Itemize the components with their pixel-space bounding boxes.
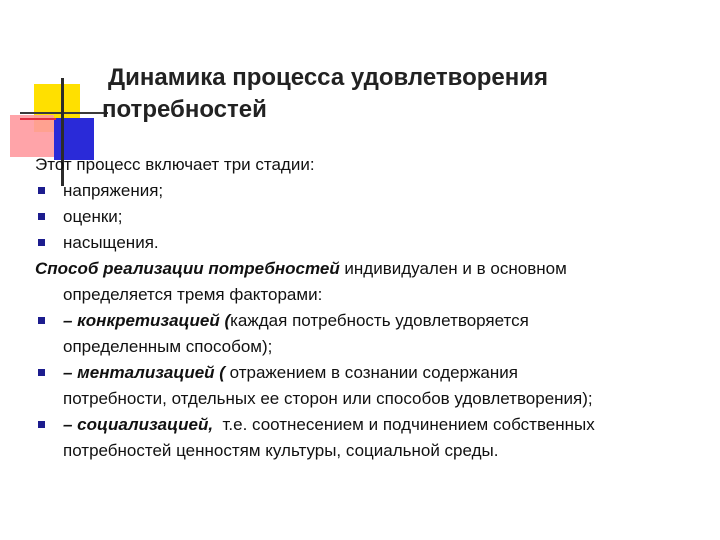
factor-term: – ментализацией ( — [63, 363, 225, 382]
bullet-icon — [38, 317, 45, 324]
method-text-line2: определяется тремя факторами: — [63, 285, 323, 304]
list-item — [35, 204, 705, 230]
decor-pink-square — [10, 115, 54, 157]
bullet-icon — [38, 187, 45, 194]
stage-text: насыщения. — [63, 233, 159, 252]
list-item — [35, 360, 705, 412]
factor-text-line2: потребностей ценностям культуры, социальной среды. — [63, 441, 499, 460]
factor-text: т.е. соотнесением и подчинением собственных — [213, 415, 595, 434]
bullet-icon — [38, 369, 45, 376]
list-item — [35, 178, 705, 204]
decor-red-line — [20, 118, 56, 120]
factor-text: каждая потребность удовлетворяется — [230, 311, 529, 330]
slide-body — [35, 152, 705, 464]
factor-text-line2: определенным способом); — [63, 337, 273, 356]
bullet-icon — [38, 421, 45, 428]
title-line-1: Динамика процесса удовлетворения — [108, 64, 548, 91]
list-item — [35, 412, 705, 464]
stage-text: напряжения; — [63, 181, 164, 200]
factor-term: – конкретизацией ( — [63, 311, 231, 330]
title-line-2: потребностей — [102, 96, 267, 123]
method-heading: Способ реализации потребностей — [35, 259, 340, 278]
slide-title — [102, 62, 702, 126]
intro-text: Этот процесс включает три стадии: — [35, 155, 315, 174]
factor-text-line2: потребности, отдельных ее сторон или способов удовлетворения); — [63, 389, 593, 408]
bullet-icon — [38, 213, 45, 220]
decor-horizontal-line — [20, 112, 108, 114]
list-item — [35, 308, 705, 360]
method-text: индивидуален и в основном — [339, 259, 567, 278]
stage-text: оценки; — [63, 207, 123, 226]
factor-term: – социализацией, — [63, 415, 214, 434]
bullet-icon — [38, 239, 45, 246]
method-paragraph — [35, 256, 705, 282]
list-item — [35, 230, 705, 256]
factor-text: отражением в сознании содержания — [224, 363, 518, 382]
